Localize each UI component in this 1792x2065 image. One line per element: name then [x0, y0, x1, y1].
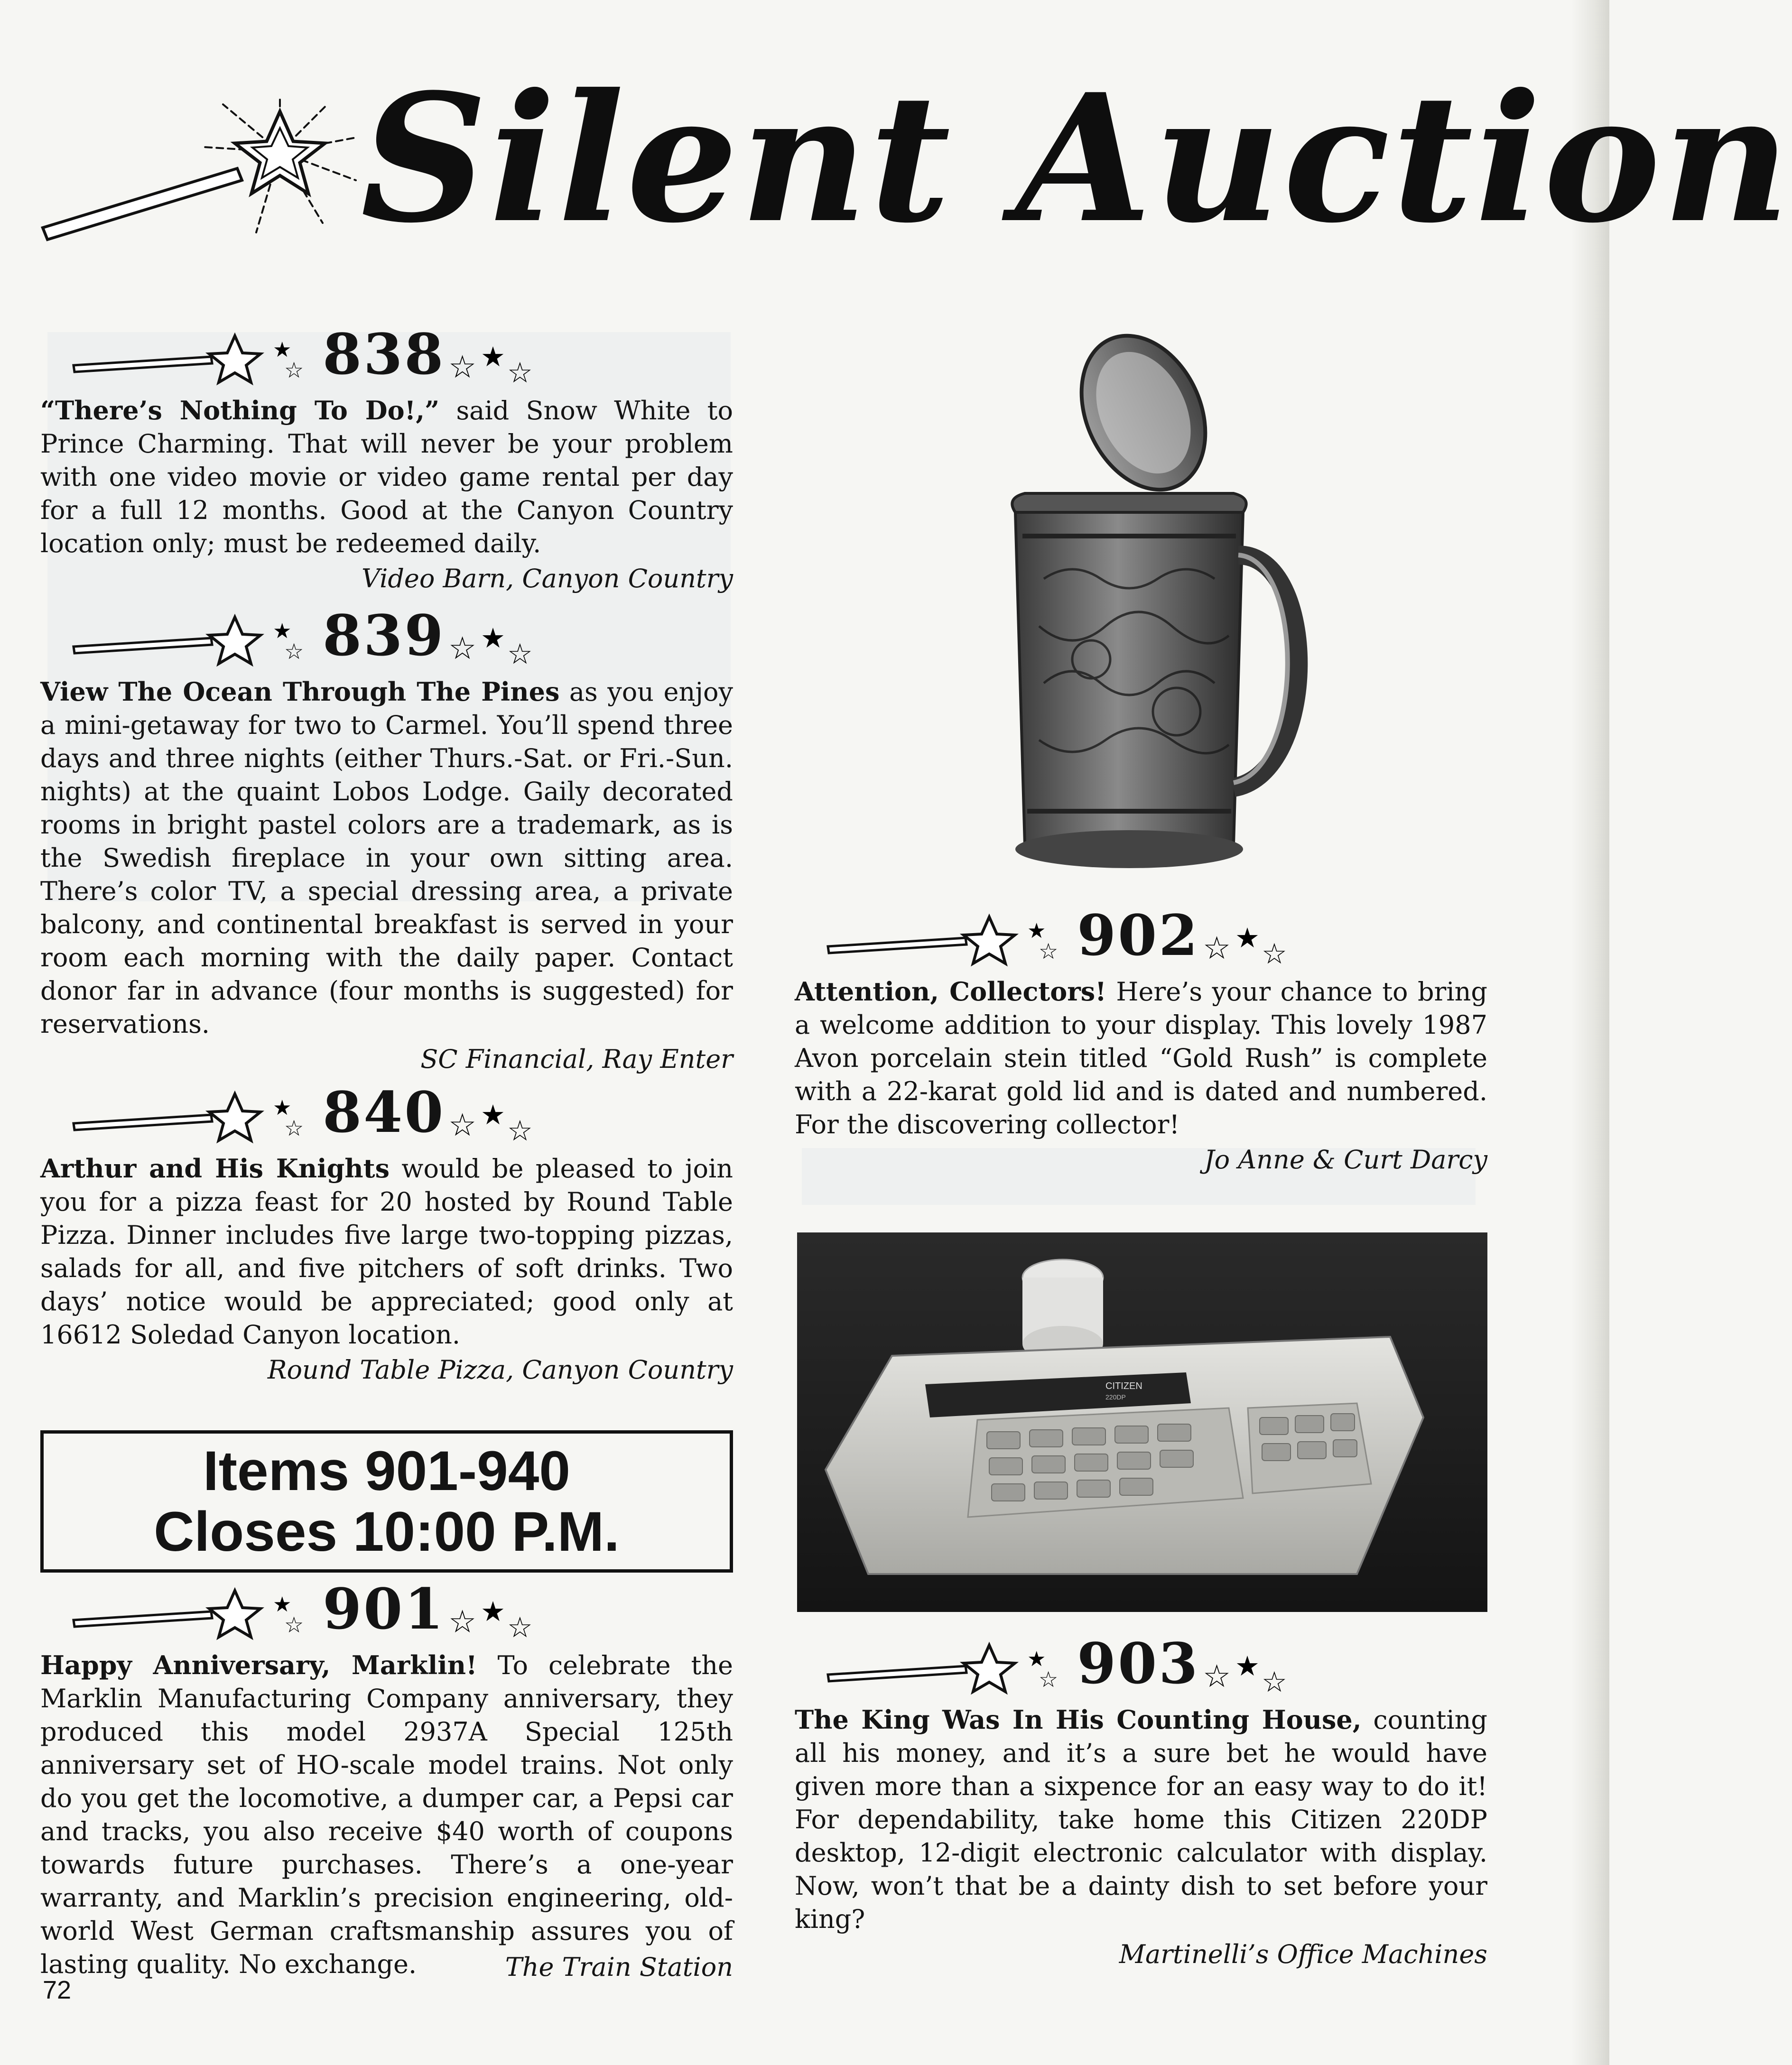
item-heading [40, 604, 733, 675]
item-heading [795, 904, 1487, 975]
wand-icon [823, 1641, 1070, 1694]
svg-text:☆: ☆ [507, 356, 533, 389]
auction-item-902 [795, 904, 1487, 1176]
item-number: 901 [323, 1576, 446, 1642]
wand-icon [823, 913, 1070, 965]
svg-text:☆: ☆ [507, 638, 533, 671]
svg-text:☆: ☆ [284, 357, 304, 383]
gold-rush-stein-image [987, 332, 1328, 887]
svg-text:☆: ☆ [1203, 930, 1231, 966]
calculator-model-label: 220DP [1105, 1393, 1126, 1401]
right-column-lower [795, 1632, 1487, 1971]
calculator-photo [797, 1232, 1487, 1612]
auction-item-840 [40, 1081, 733, 1387]
item-donor: Jo Anne & Curt Darcy [1204, 1145, 1487, 1175]
svg-text:★: ★ [1027, 1647, 1046, 1671]
svg-text:★: ★ [481, 622, 505, 654]
trailing-stars-icon [1203, 1650, 1302, 1699]
svg-text:☆: ☆ [284, 1612, 304, 1638]
svg-text:☆: ☆ [448, 630, 477, 667]
calculator-brand-label: CITIZEN [1105, 1381, 1142, 1391]
svg-text:☆: ☆ [448, 1107, 477, 1143]
wand-icon [69, 1587, 316, 1639]
svg-text:★: ★ [1027, 919, 1046, 943]
citizen-calculator-image [797, 1232, 1487, 1612]
stein-photo [987, 332, 1328, 887]
item-number: 838 [323, 321, 446, 387]
closing-items-range: Items 901-940 [203, 1440, 571, 1502]
item-donor: SC Financial, Ray Enter [420, 1044, 733, 1074]
svg-text:☆: ☆ [507, 1611, 533, 1644]
svg-text:★: ★ [481, 1595, 505, 1628]
svg-text:★: ★ [481, 1099, 505, 1131]
svg-text:☆: ☆ [284, 639, 304, 664]
auction-item-903 [795, 1632, 1487, 1971]
item-donor: The Train Station [505, 1952, 733, 1982]
auction-item-901 [40, 1577, 733, 1984]
item-number: 902 [1077, 902, 1200, 968]
item-number: 903 [1077, 1630, 1200, 1696]
auction-item-838 [40, 323, 733, 595]
magic-wand-star-icon [33, 85, 365, 266]
item-number: 839 [323, 602, 446, 668]
trailing-stars-icon [448, 622, 548, 671]
wand-icon [69, 1090, 316, 1142]
trailing-stars-icon [448, 1595, 548, 1644]
svg-text:★: ★ [273, 1593, 292, 1617]
item-heading [795, 1632, 1487, 1703]
closing-time-box [40, 1430, 733, 1573]
trailing-stars-icon [448, 1099, 548, 1148]
svg-text:☆: ☆ [284, 1115, 304, 1141]
page-edge [1571, 0, 1609, 2065]
item-description: Happy Anniversary, Marklin! To celebrate the Marklin Manufacturing Company anniversary, they produced this model 2937A Special 125th anniversary set of HO-scale model trains. Not only do you get the locomotive, a dumper car, a Pepsi car and tracks, you also receive $40 worth of coupons towards future purchases. There’s a one-year warranty, and Marklin’s precision engineering, old-world West German craftsmanship assures you of lasting quality. No exchange. [40, 1650, 733, 1979]
svg-text:★: ★ [273, 338, 292, 362]
page-title: Silent Auction [361, 56, 1792, 262]
svg-text:☆: ☆ [1039, 938, 1058, 964]
page-number: 72 [43, 1976, 72, 2004]
item-donor: Round Table Pizza, Canyon Country [267, 1355, 733, 1385]
svg-text:☆: ☆ [507, 1114, 533, 1148]
svg-text:☆: ☆ [1262, 1666, 1287, 1699]
item-description: “There’s Nothing To Do!,” said Snow White to Prince Charming. That will never be your problem with one video movie or video game rental per day for a full 12 months. Good at the Canyon Country location only; must be redeemed daily. [40, 395, 733, 558]
item-description: The King Was In His Counting House, counting all his money, and it’s a sure bet he would have given more than a sixpence for an easy way to do it! For dependability, take home this Citizen 220DP desktop, 12-digit electronic calculator with display. Now, won’t that be a dainty dish to set before your king? [795, 1704, 1487, 1934]
item-heading [40, 1577, 733, 1648]
svg-text:★: ★ [273, 1096, 292, 1120]
svg-text:★: ★ [481, 341, 505, 373]
auction-item-839 [40, 604, 733, 1076]
wand-icon [69, 613, 316, 666]
svg-text:☆: ☆ [1039, 1667, 1058, 1692]
item-donor: Martinelli’s Office Machines [1119, 1939, 1487, 1969]
left-column [40, 323, 733, 1984]
right-column [795, 904, 1487, 1176]
page-header [33, 56, 1792, 266]
item-description: View The Ocean Through The Pines as you enjoy a mini-getaway for two to Carmel. You’ll spend three days and three nights (either Thurs.-Sat. or Fri.-Sun. nights) at the quaint Lobos Lodge. Gaily decorated rooms in bright pastel colors are a trademark, as is the Swedish fireplace in your own sitting area. There’s color TV, a special dressing area, a private balcony, and continental breakfast is served in your room each morning with the daily paper. Contact donor far in advance (four months is suggested) for reservations. [40, 676, 733, 1039]
svg-text:☆: ☆ [1203, 1658, 1231, 1695]
svg-text:☆: ☆ [1262, 937, 1287, 971]
item-heading [40, 323, 733, 394]
closing-time: Closes 10:00 P.M. [154, 1500, 620, 1563]
item-description: Arthur and His Knights would be pleased to join you for a pizza feast for 20 hosted by Round Table Pizza. Dinner includes five large two-topping pizzas, salads for all, and five pitchers of soft drinks. Two days’ notice would be appreciated; good only at 16612 Soledad Canyon location. [40, 1153, 733, 1350]
item-donor: Video Barn, Canyon Country [362, 564, 733, 593]
svg-text:★: ★ [273, 619, 292, 643]
svg-text:★: ★ [1235, 1650, 1260, 1682]
svg-text:☆: ☆ [448, 349, 477, 385]
item-number: 840 [323, 1079, 446, 1145]
svg-text:★: ★ [1235, 922, 1260, 954]
trailing-stars-icon [1203, 922, 1302, 971]
item-heading [40, 1081, 733, 1152]
trailing-stars-icon [448, 341, 548, 389]
wand-icon [69, 332, 316, 384]
svg-text:☆: ☆ [448, 1603, 477, 1640]
item-description: Attention, Collectors! Here’s your chance to bring a welcome addition to your display. This lovely 1987 Avon porcelain stein titled “Gold Rush” is complete with a 22-karat gold lid and is dated and numbered. For the discovering collector! [795, 976, 1487, 1139]
